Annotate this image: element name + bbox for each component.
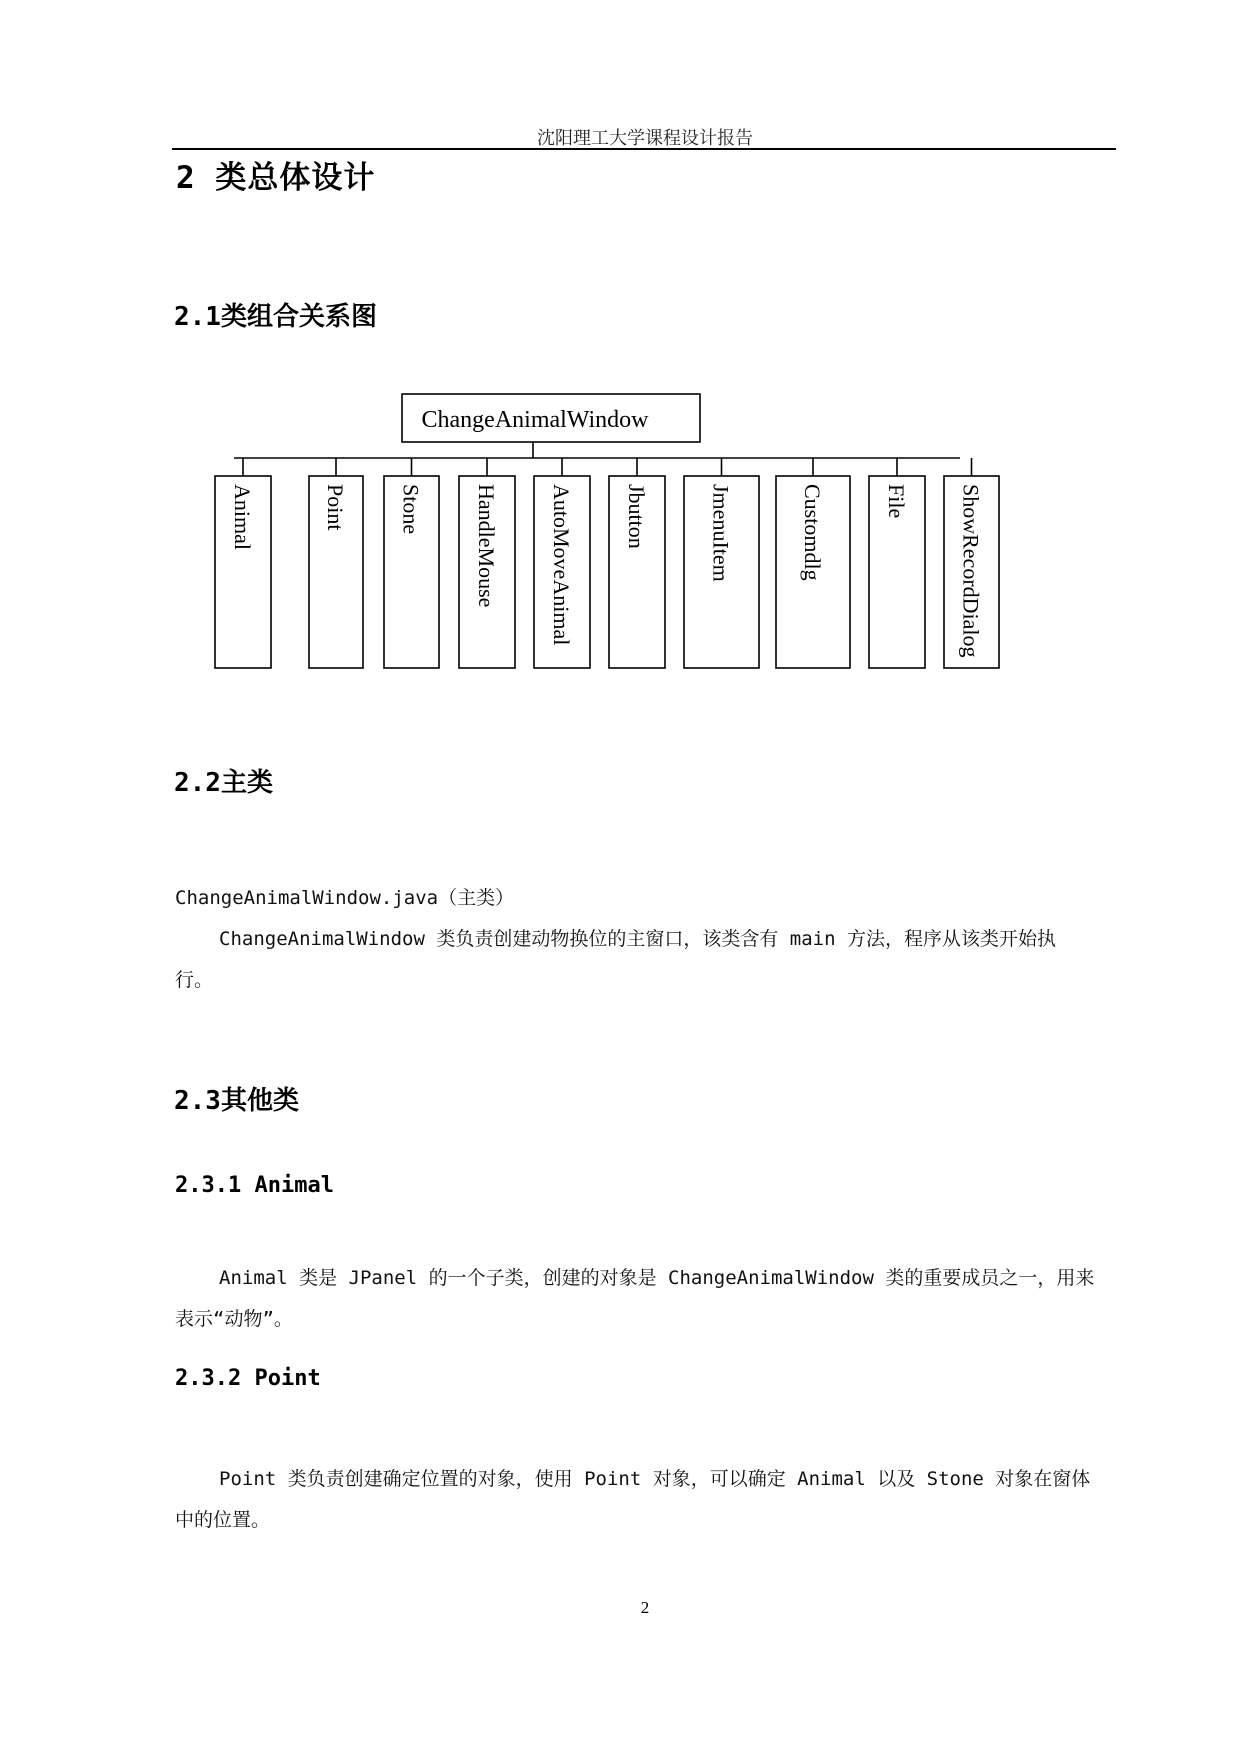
diagram-children <box>215 458 999 668</box>
diagram-label-point: Point <box>323 484 348 531</box>
main-class-desc-line-2: 行。 <box>175 969 214 991</box>
diagram-label-jbutton: Jbutton <box>624 484 649 549</box>
section-2-2-title: 2.2主类 <box>174 768 273 798</box>
diagram-label-stone: Stone <box>398 484 424 535</box>
page-number: 2 <box>640 1598 650 1617</box>
diagram-label-jmenuitem: JmenuItem <box>708 484 734 582</box>
chapter-title: 2 类总体设计 <box>176 160 376 196</box>
animal-desc-line-2: 表示“动物”。 <box>175 1308 293 1330</box>
diagram-label-animal: Animal <box>230 484 255 550</box>
diagram-root <box>402 394 700 442</box>
point-desc-line-1: Point 类负责创建确定位置的对象，使用 Point 对象，可以确定 Animal 以及 Stone 对象在窗体 <box>219 1468 1091 1490</box>
section-2-1-title: 2.1类组合关系图 <box>174 302 377 332</box>
animal-desc-line-1: Animal 类是 JPanel 的一个子类，创建的对象是 ChangeAnimalWindow 类的重要成员之一，用来 <box>219 1267 1095 1289</box>
section-2-3-2-body <box>175 1459 1115 1541</box>
main-class-desc-line-1: ChangeAnimalWindow 类负责创建动物换位的主窗口，该类含有 main 方法，程序从该类开始执 <box>219 928 1056 950</box>
diagram-label-customdlg: Customdlg <box>800 484 825 581</box>
section-2-2-body <box>175 878 1115 1001</box>
section-2-3-2-title: 2.3.2 Point <box>175 1366 321 1391</box>
section-2-3-1-body <box>175 1258 1115 1340</box>
diagram-label-file: File <box>884 484 909 519</box>
section-2-3-title: 2.3其他类 <box>174 1086 299 1116</box>
section-2-3-1-title: 2.3.1 Animal <box>175 1173 334 1198</box>
diagram-label-showrecorddialog: ShowRecordDialog <box>958 484 984 658</box>
main-class-file-line: ChangeAnimalWindow.java（主类） <box>175 887 515 909</box>
diagram-root-label: ChangeAnimalWindow <box>421 407 649 433</box>
point-desc-line-2: 中的位置。 <box>175 1509 271 1531</box>
diagram-label-automoveanimal: AutoMoveAnimal <box>549 484 574 646</box>
page-header-title: 沈阳理工大学课程设计报告 <box>537 128 753 149</box>
diagram-label-handlemouse: HandleMouse <box>474 484 499 608</box>
